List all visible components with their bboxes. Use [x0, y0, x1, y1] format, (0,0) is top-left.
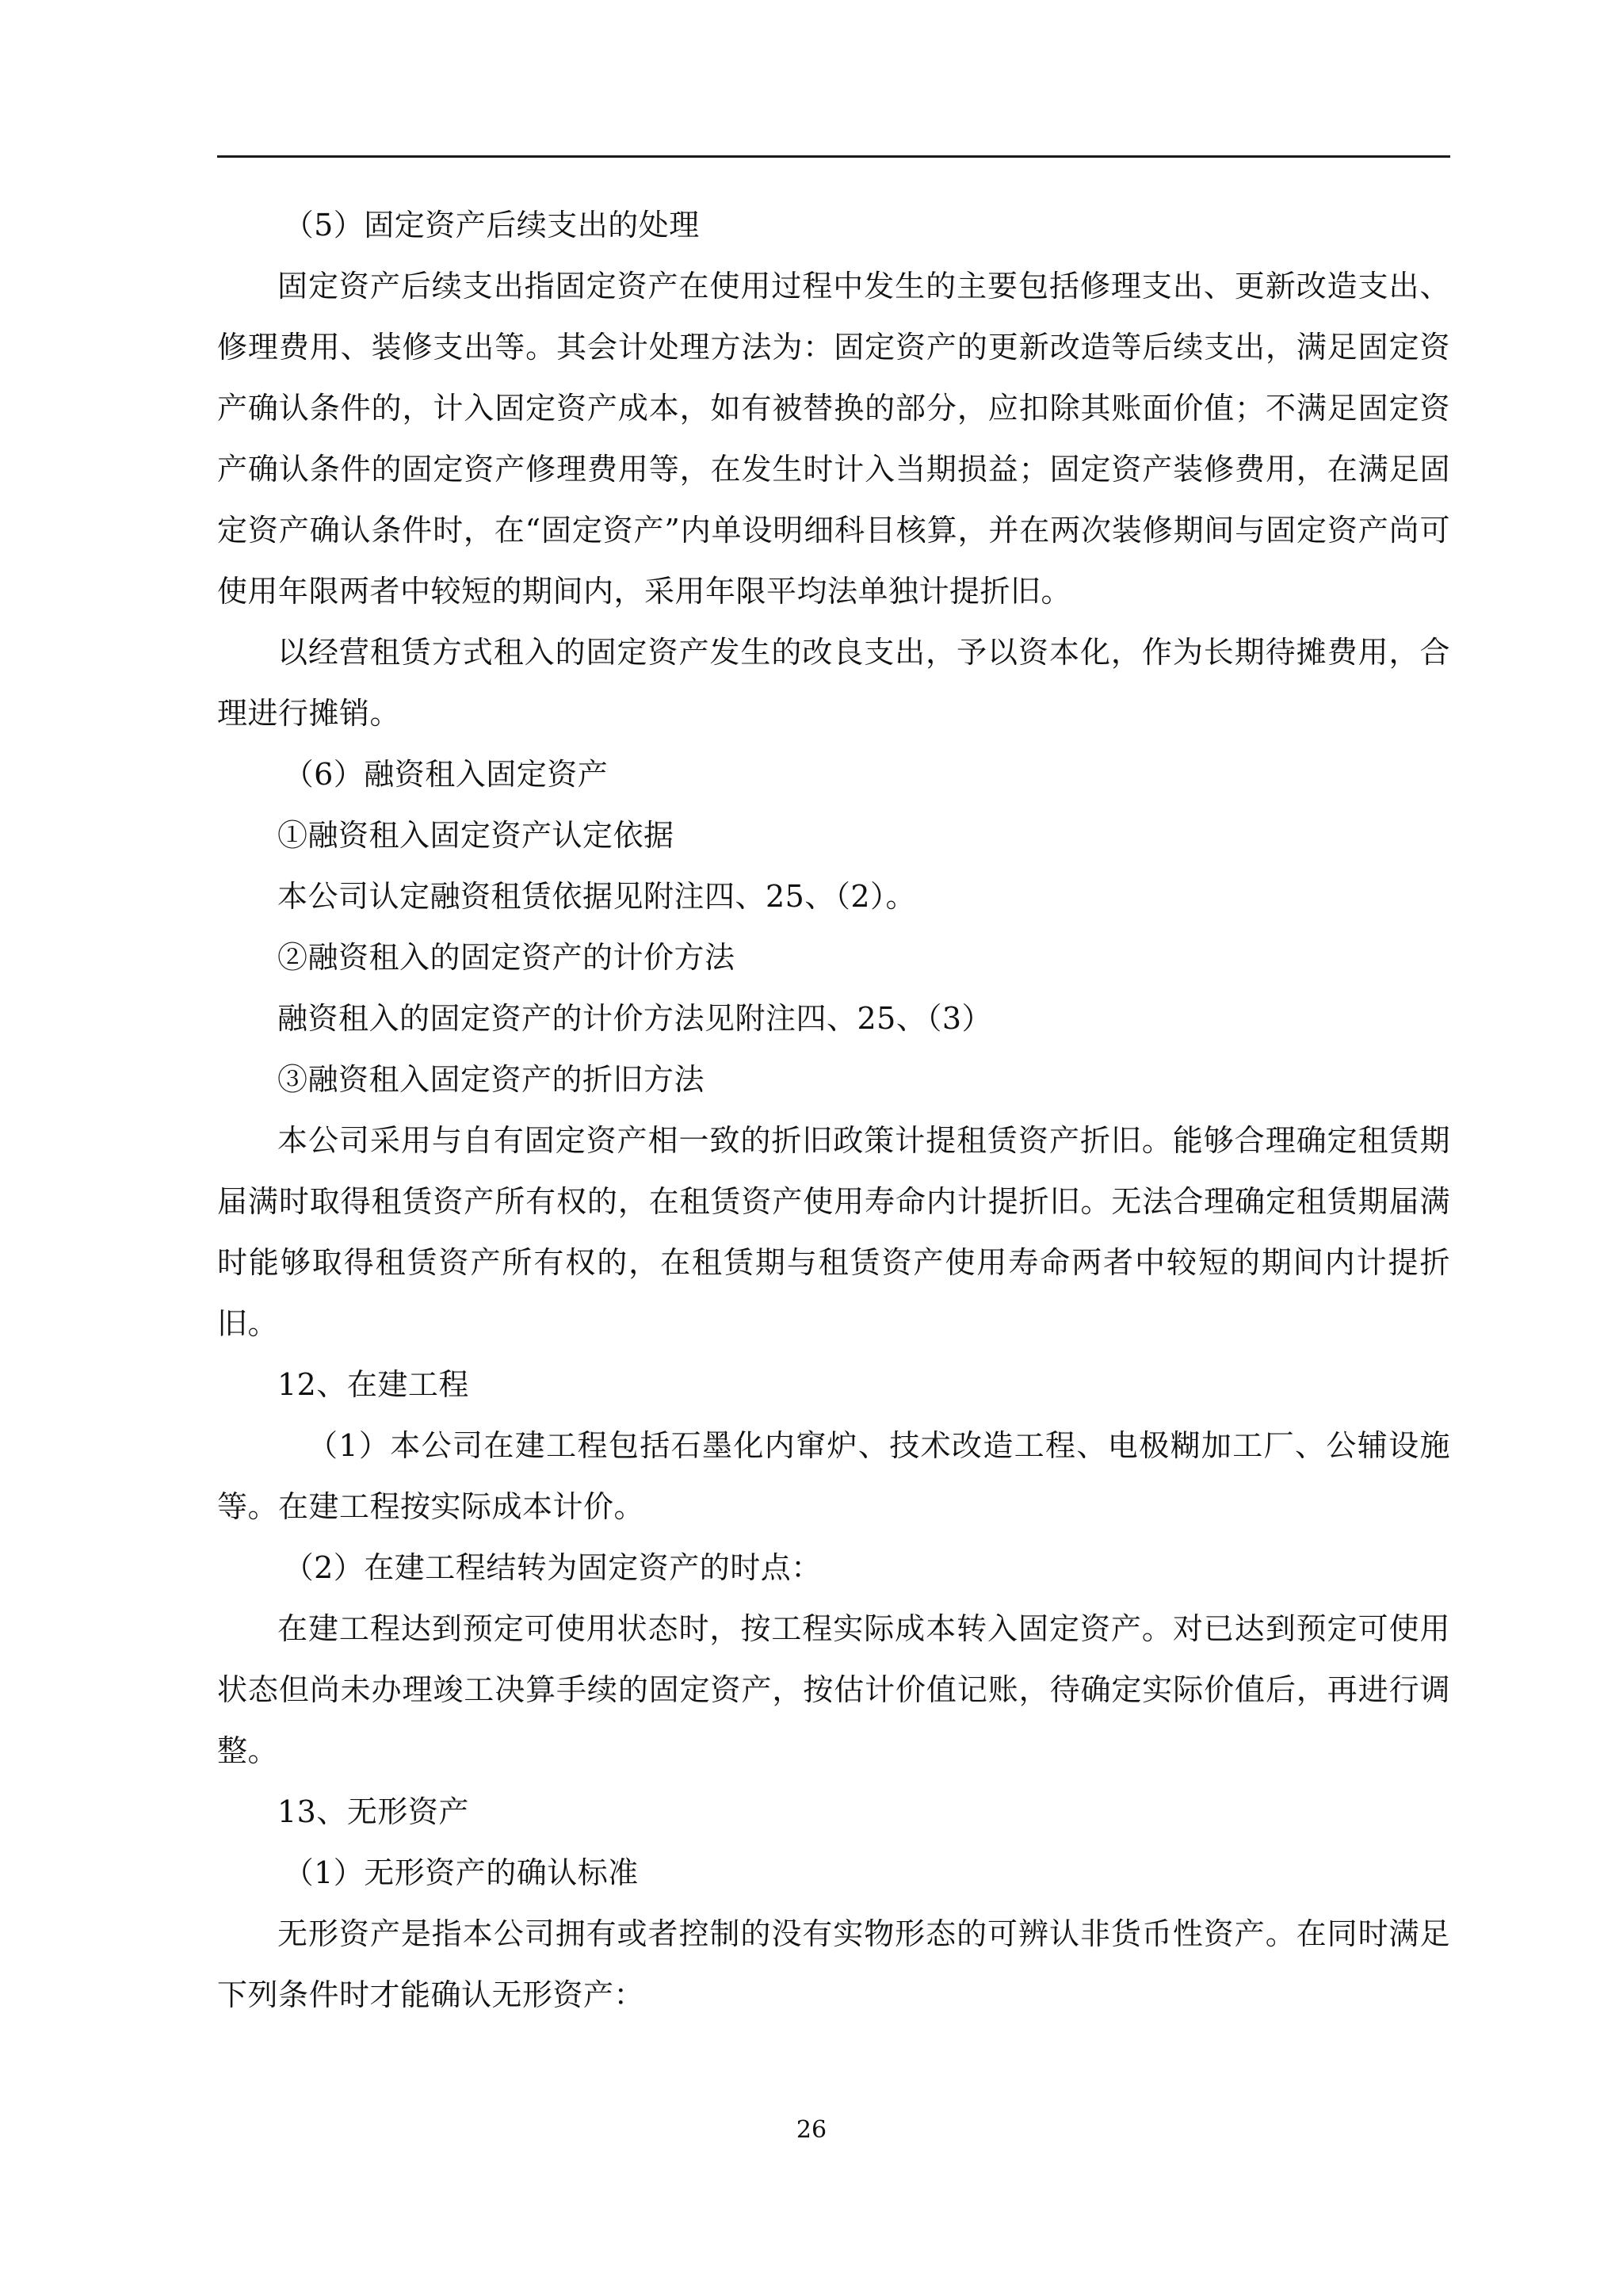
- paragraph-finance-lease-valuation: 融资租入的固定资产的计价方法见附注四、25、（3）: [277, 1001, 993, 1036]
- section-heading-construction-in-progress: 12、在建工程: [277, 1367, 469, 1402]
- subheading-finance-lease-depreciation: ③融资租入固定资产的折旧方法: [277, 1062, 705, 1097]
- paragraph-intangible-recognition: 无形资产是指本公司拥有或者控制的没有实物形态的可辨认非货币性资产。在同时满足下列条件时才能确认无形资产：: [217, 1916, 1450, 2012]
- header-rule: [217, 155, 1450, 158]
- paragraph-operating-lease-improvements: 以经营租赁方式租入的固定资产发生的改良支出，予以资本化，作为长期待摊费用，合理进行摊销。: [217, 635, 1450, 731]
- section-heading-subsequent-expenditure: （5）固定资产后续支出的处理: [283, 208, 700, 243]
- subheading-construction-transfer-timing: （2）在建工程结转为固定资产的时点：: [283, 1550, 822, 1585]
- paragraph-construction-transfer: 在建工程达到预定可使用状态时，按工程实际成本转入固定资产。对已达到预定可使用状态但尚未办理竣工决算手续的固定资产，按估计价值记账，待确定实际价值后，再进行调整。: [217, 1611, 1450, 1768]
- subheading-intangible-recognition: （1）无形资产的确认标准: [283, 1855, 639, 1890]
- paragraph-construction-scope: （1）本公司在建工程包括石墨化内窜炉、技术改造工程、电极糊加工厂、公辅设施等。在建工程按实际成本计价。: [217, 1428, 1450, 1524]
- paragraph-finance-lease-criteria: 本公司认定融资租赁依据见附注四、25、（2）。: [277, 879, 917, 914]
- paragraph-subsequent-expenditure: 固定资产后续支出指固定资产在使用过程中发生的主要包括修理支出、更新改造支出、修理费用、装修支出等。其会计处理方法为：固定资产的更新改造等后续支出，满足固定资产确认条件的，计入固定资产成本，如有被替换的部分，应扣除其账面价值；不满足固定资产确认条件的固定资产修理费用等，在发生时计入当期损益；固定资产装修费用，在满足固定资产确认条件时，在“固定资产”内单设明细科目核算，并在两次装修期间与固定资产尚可使用年限两者中较短的期间内，采用年限平均法单独计提折旧。: [217, 269, 1450, 609]
- section-heading-intangible-assets: 13、无形资产: [277, 1794, 469, 1829]
- page-number: 26: [796, 2116, 827, 2144]
- subheading-finance-lease-criteria: ①融资租入固定资产认定依据: [277, 818, 674, 853]
- document-body: [217, 195, 1450, 2026]
- subheading-finance-lease-valuation: ②融资租入的固定资产的计价方法: [277, 940, 735, 975]
- section-heading-finance-lease: （6）融资租入固定资产: [283, 757, 609, 792]
- paragraph-finance-lease-depreciation: 本公司采用与自有固定资产相一致的折旧政策计提租赁资产折旧。能够合理确定租赁期届满时取得租赁资产所有权的，在租赁资产使用寿命内计提折旧。无法合理确定租赁期届满时能够取得租赁资产所有权的，在租赁期与租赁资产使用寿命两者中较短的期间内计提折旧。: [217, 1123, 1450, 1341]
